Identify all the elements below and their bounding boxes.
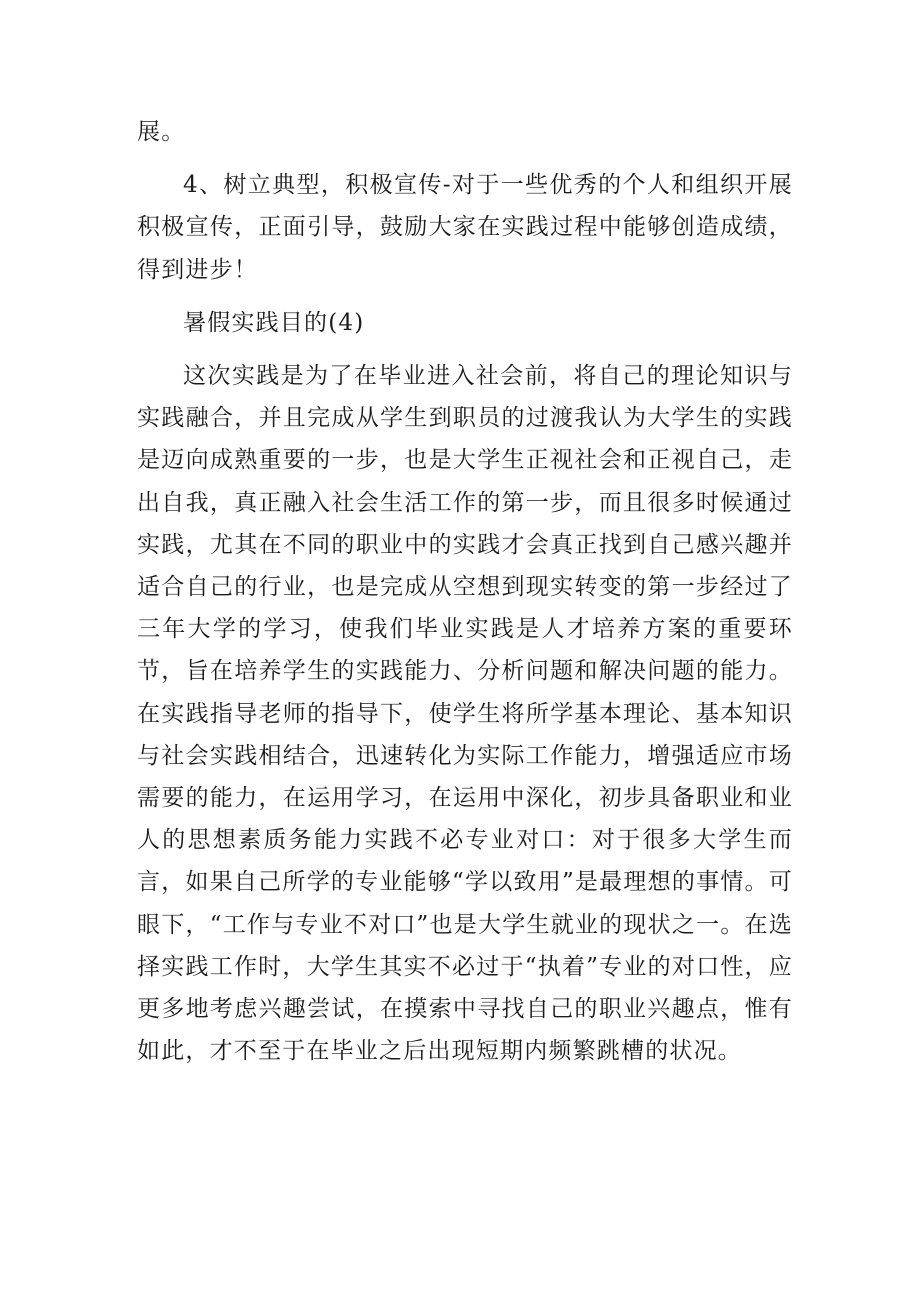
paragraph-continued: 展。 <box>137 119 186 145</box>
paragraph-body: 这次实践是为了在毕业进入社会前，将自己的理论知识与实践融合，并且完成从学生到职员的过渡我认为大学生的实践是迈向成熟重要的一步，也是大学生正视社会和正视自己，走出自我，真正融入社会生活工作的第一步，而且很多时候通过实践，尤其在不同的职业中的实践才会真正找到自己感兴趣并适合自己的行业，也是完成从空想到现实转变的第一步经过了三年大学的学习，使我们毕业实践是人才培养方案的重要环节，旨在培养学生的实践能力、分析问题和解决问题的能力。在实践指导老师的指导下，使学生将所学基本理论、基本知识与社会实践相结合，迅速转化为实际工作能力，增强适应市场需要的能力，在运用学习，在运用中深化，初步具备职业和业人的思想素质务能力实践不必专业对口：对于很多大学生而言，如果自己所学的专业能够“学以致用”是最理想的事情。可眼下，“工作与专业不对口”也是大学生就业的现状之一。在选择实践工作时，大学生其实不必过于“执着”专业的对口性，应更多地考虑兴趣尝试，在摸索中寻找自己的职业兴趣点，惟有如此，才不至于在毕业之后出现短期内频繁跳槽的状况。 <box>137 363 793 1065</box>
document-body <box>137 111 793 1072</box>
section-heading: 暑假实践目的(4) <box>183 309 365 336</box>
paragraph-item-4: 4、树立典型，积极宣传-对于一些优秀的个人和组织开展积极宣传，正面引导，鼓励大家在实践过程中能够创造成绩，得到进步！ <box>137 172 793 283</box>
